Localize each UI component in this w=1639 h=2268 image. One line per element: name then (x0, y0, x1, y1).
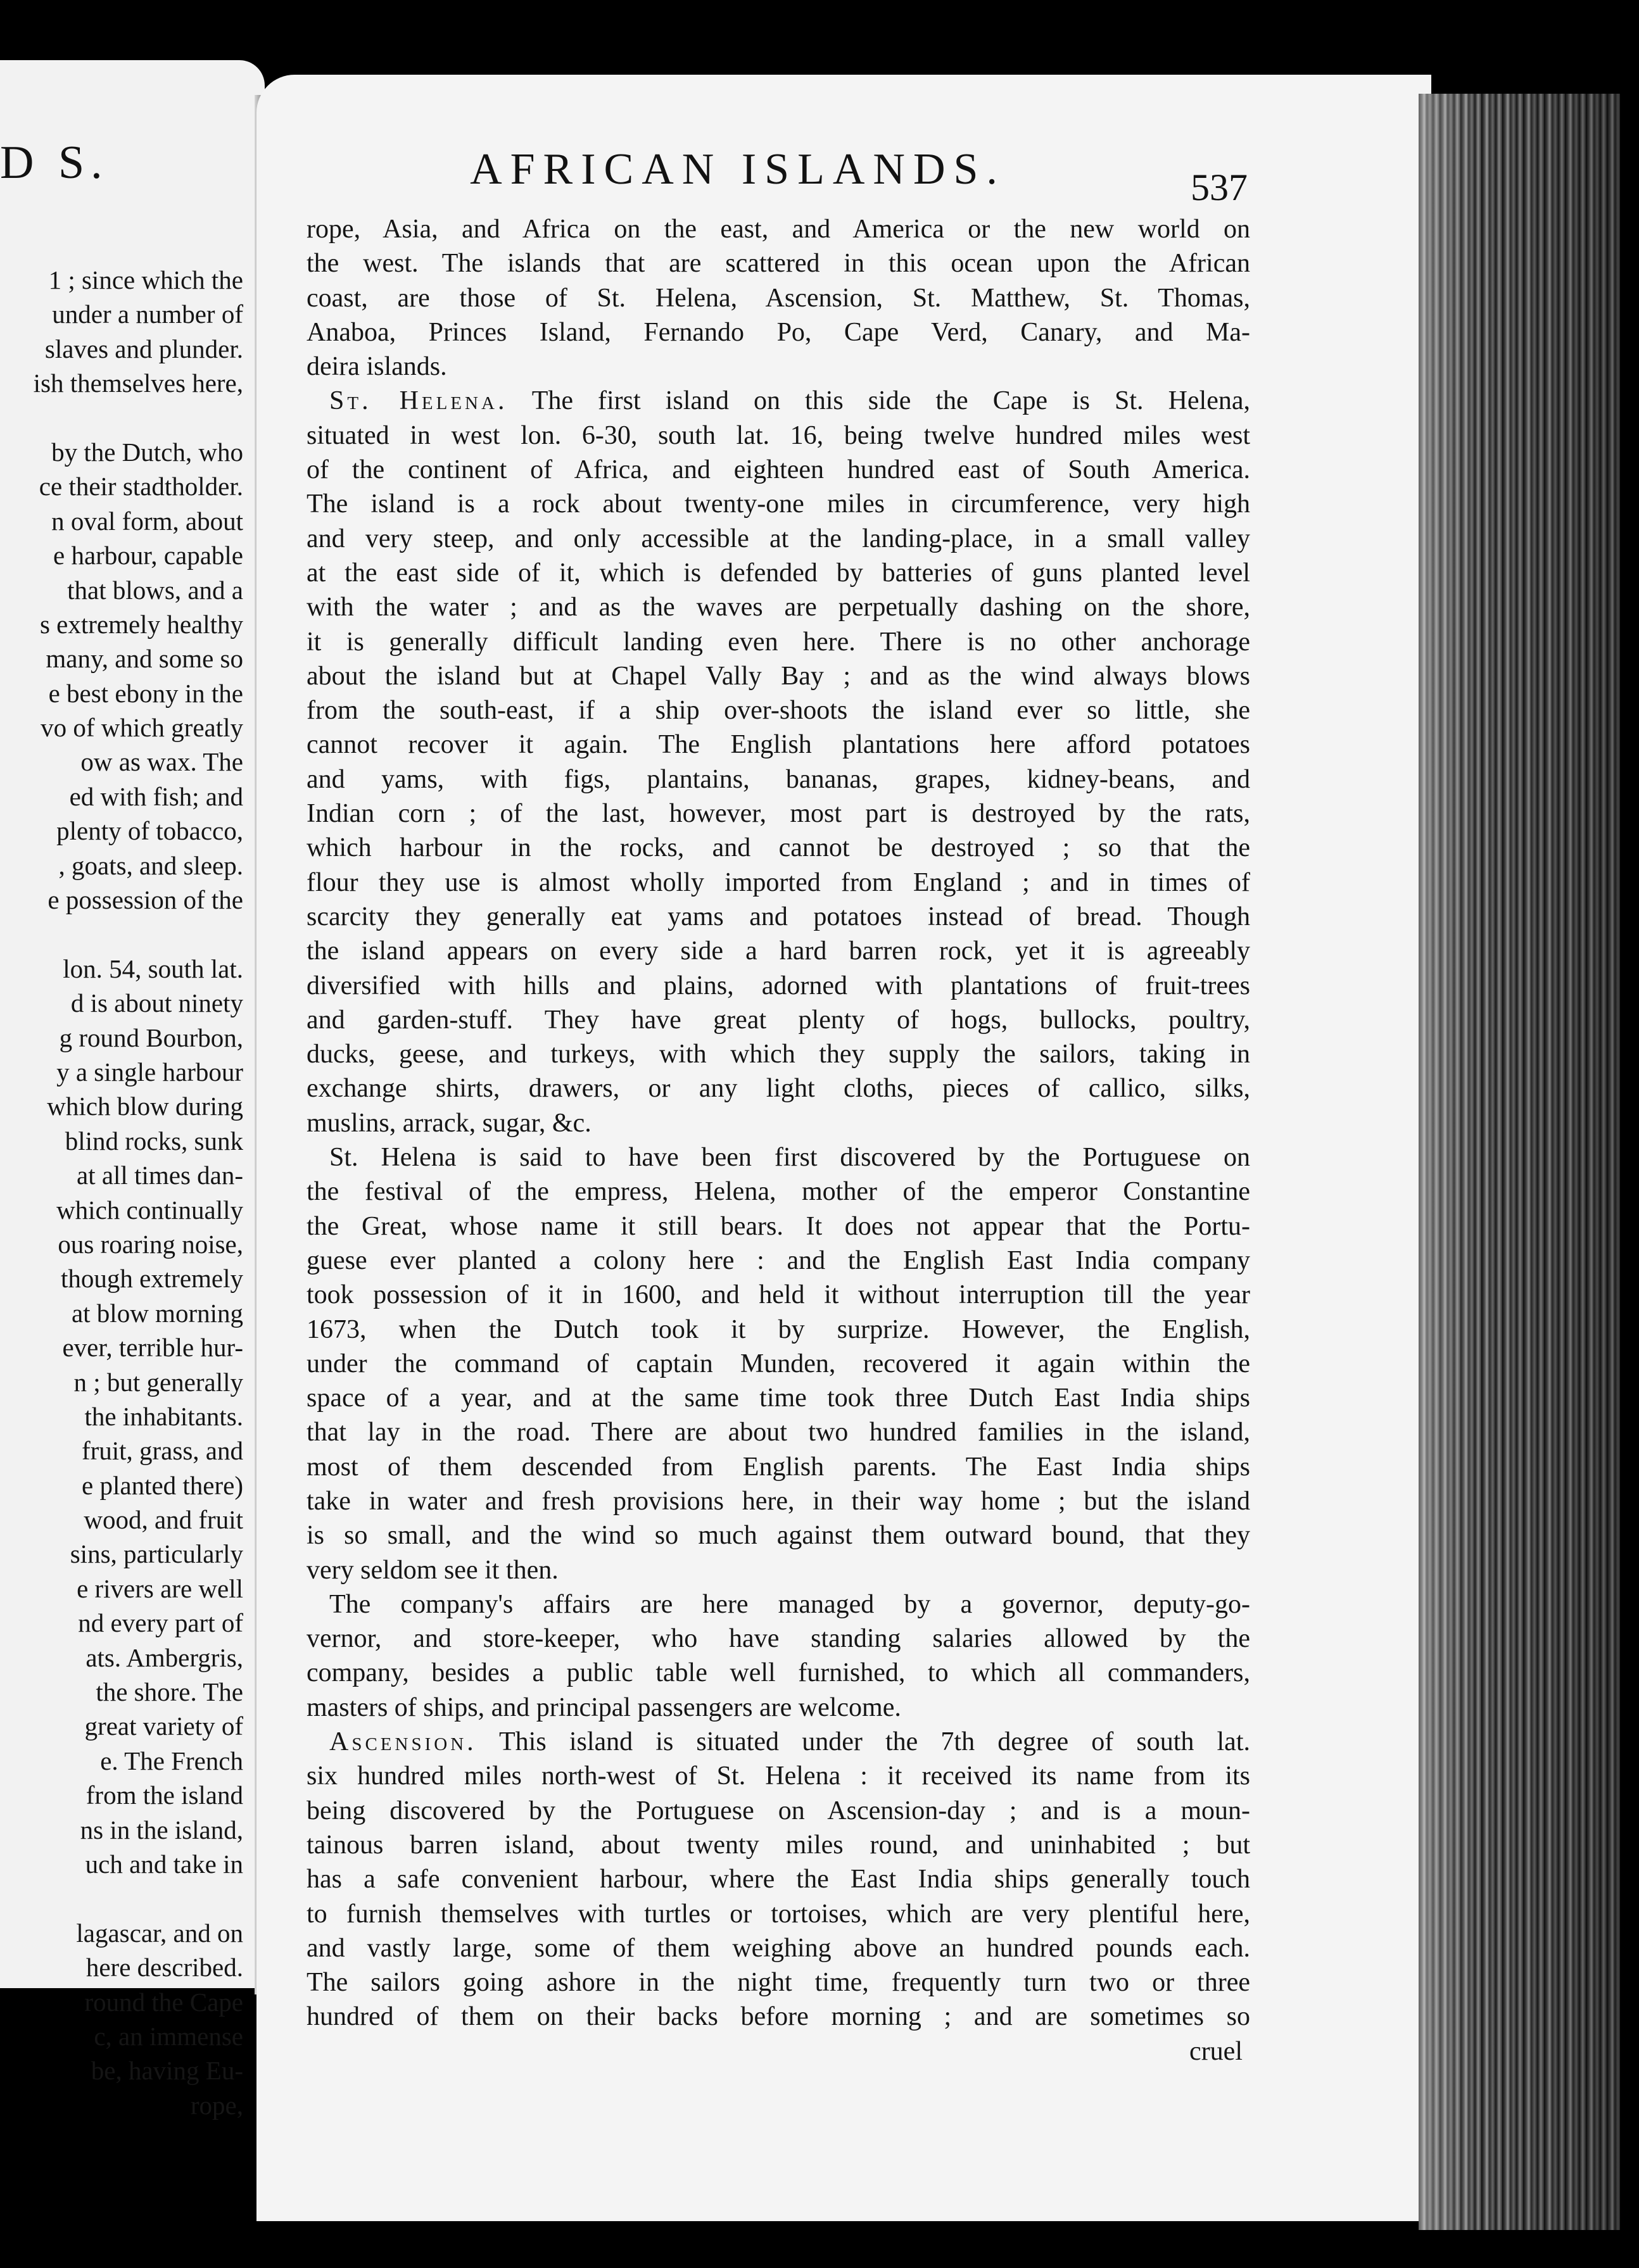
text-line: The sailors going ashore in the night time, frequently turn two or three (307, 1968, 1250, 1998)
text-line: scarcity they generally eat yams and potatoes instead of bread. Though (307, 902, 1250, 931)
left-text-line: fruit, grass, and (81, 1436, 243, 1466)
text-line: space of a year, and at the same time took three Dutch East India ships (307, 1383, 1250, 1413)
text-line: under the command of captain Munden, recovered it again within the (307, 1349, 1250, 1378)
left-text-line: rope, (190, 2090, 243, 2120)
left-text-line: vo of which greatly (41, 713, 243, 743)
text-line: guese ever planted a colony here : and the English East India company (307, 1245, 1250, 1275)
left-text-line: here described. (85, 1953, 243, 1982)
text-line: The company's affairs are here managed by a governor, deputy-go- (329, 1589, 1250, 1619)
left-text-line: plenty of tobacco, (56, 816, 243, 846)
text-line: six hundred miles north-west of St. Helena : it received its name from its (307, 1761, 1250, 1791)
left-text-line: e. The French (100, 1746, 243, 1775)
text-line: has a safe convenient harbour, where the East India ships generally touch (307, 1865, 1250, 1894)
text-line: 1673, when the Dutch took it by surprize. However, the English, (307, 1314, 1250, 1344)
text-line: hundred of them on their backs before morning ; and are sometimes so (307, 2002, 1250, 2032)
left-text-line: that blows, and a (67, 575, 243, 605)
text-line: deira islands. (307, 352, 447, 382)
left-text-line: at blow morning (71, 1298, 243, 1328)
text-line: ducks, geese, and turkeys, with which they supply the sailors, taking in (307, 1040, 1250, 1069)
section-heading: Ascension. (329, 1727, 477, 1757)
left-text-line: ns in the island, (80, 1815, 243, 1844)
text-line: The island is a rock about twenty-one miles in circumference, very high (307, 489, 1250, 519)
left-text-line: by the Dutch, who (51, 437, 243, 467)
text-line: which harbour in the rocks, and cannot be destroyed ; so that the (307, 833, 1250, 863)
text-line: and very steep, and only accessible at the landing-place, in a small valley (307, 524, 1250, 553)
text-line (307, 1725, 1250, 1759)
text-line: at the east side of it, which is defended by batteries of guns planted level (307, 558, 1250, 588)
text-line: masters of ships, and principal passengers are welcome. (307, 1692, 901, 1722)
text-line: took possession of it in 1600, and held it without interruption till the year (307, 1280, 1250, 1310)
catchword: cruel (1189, 2036, 1243, 2066)
left-text-line: e planted there) (82, 1470, 243, 1500)
left-page-text (0, 263, 243, 2122)
text-line: the west. The islands that are scattered in this ocean upon the African (307, 249, 1250, 279)
text-line: it is generally difficult landing even here. There is no other anchorage (307, 627, 1250, 657)
text-line: flour they use is almost wholly imported from England ; and in times of (307, 867, 1250, 897)
left-text-line: the inhabitants. (84, 1401, 243, 1431)
text-line: and garden-stuff. They have great plenty of hogs, bullocks, poultry, (307, 1005, 1250, 1035)
left-text-line: uch and take in (85, 1849, 243, 1879)
left-text-line: from the island (85, 1780, 243, 1810)
body-text (307, 212, 1250, 2069)
left-page-running-head: D S. (0, 137, 109, 189)
left-text-line: d is about ninety (70, 988, 243, 1018)
text-line: tainous barren island, about twenty miles round, and uninhabited ; but (307, 1830, 1250, 1860)
left-text-line: ce their stadtholder. (39, 472, 243, 501)
left-text-line: the shore. The (96, 1677, 243, 1707)
text-line: of the continent of Africa, and eighteen hundred east of South America. (307, 455, 1250, 485)
left-text-line: lagascar, and on (76, 1918, 243, 1948)
left-text-line: round the Cape (84, 1987, 243, 2017)
left-text-line: ish themselves here, (33, 369, 243, 398)
left-text-line (0, 917, 243, 951)
text-line (307, 384, 1250, 418)
text-line: the festival of the empress, Helena, mother of the emperor Constantine (307, 1177, 1250, 1207)
left-text-line: ats. Ambergris, (85, 1642, 243, 1672)
left-text-line: ow as wax. The (80, 747, 243, 777)
text-line: being discovered by the Portuguese on Ascension-day ; and is a moun- (307, 1796, 1250, 1825)
text-line: take in water and fresh provisions here, in their way home ; but the island (307, 1486, 1250, 1516)
left-text-line: s extremely healthy (39, 609, 243, 639)
left-text-line: n oval form, about (51, 506, 243, 536)
text-line: diversified with hills and plains, adorned with plantations of fruit-trees (307, 971, 1250, 1000)
text-line: the Great, whose name it still bears. It does not appear that the Portu- (307, 1211, 1250, 1241)
text-line: vernor, and store-keeper, who have standing salaries allowed by the (307, 1624, 1250, 1654)
left-text-line: g round Bourbon, (59, 1023, 243, 1052)
text-line: Indian corn ; of the last, however, most part is destroyed by the rats, (307, 799, 1250, 829)
text-line: to furnish themselves with turtles or tortoises, which are very plentiful here, (307, 1899, 1250, 1929)
text-line: the island appears on every side a hard barren rock, yet it is agreeably (307, 936, 1250, 966)
left-text-line: great variety of (84, 1711, 243, 1741)
text-line: most of them descended from English parents. The East India ships (307, 1452, 1250, 1482)
text-line: situated in west lon. 6-30, south lat. 16, being twelve hundred miles west (307, 420, 1250, 450)
text-line: that lay in the road. There are about two hundred families in the island, (307, 1418, 1250, 1447)
left-text-line: y a single harbour (56, 1057, 243, 1087)
fore-edge-shading (1419, 94, 1620, 2230)
left-text-line: n ; but generally (73, 1367, 243, 1397)
left-text-line: lon. 54, south lat. (63, 954, 243, 983)
left-text-line: 1 ; since which the (48, 265, 243, 294)
text-line: very seldom see it then. (307, 1555, 559, 1585)
text-run: The first island on this side the Cape is St. Helena, (507, 386, 1250, 416)
text-line: about the island but at Chapel Vally Bay ; and as the wind always blows (307, 661, 1250, 691)
text-line: with the water ; and as the waves are perpetually dashing on the shore, (307, 593, 1250, 622)
left-text-line: ever, terrible hur- (62, 1333, 243, 1363)
left-text-line (0, 1881, 243, 1915)
text-line: from the south-east, if a ship over-shoots the island ever so little, she (307, 696, 1250, 726)
text-line: Anaboa, Princes Island, Fernando Po, Cape Verd, Canary, and Ma- (307, 317, 1250, 347)
left-text-line: at all times dan- (77, 1161, 243, 1190)
text-line: cannot recover it again. The English plantations here afford potatoes (307, 730, 1250, 760)
text-line: company, besides a public table well furnished, to which all commanders, (307, 1658, 1250, 1688)
text-run: This island is situated under the 7th degree of south lat. (476, 1727, 1250, 1757)
left-text-line: c, an immense (94, 2021, 243, 2051)
text-line: muslins, arrack, sugar, &c. (307, 1108, 592, 1138)
text-line: St. Helena is said to have been first discovered by the Portuguese on (329, 1143, 1250, 1173)
text-line: exchange shirts, drawers, or any light cloths, pieces of callico, silks, (307, 1074, 1250, 1104)
left-text-line: ous roaring noise, (58, 1229, 243, 1259)
left-text-line: many, and some so (46, 644, 243, 674)
left-text-line: e possession of the (47, 885, 243, 915)
text-line: coast, are those of St. Helena, Ascension, St. Matthew, St. Thomas, (307, 283, 1250, 313)
left-text-line: e harbour, capable (53, 541, 243, 570)
left-text-line: under a number of (52, 299, 243, 329)
left-text-line: blind rocks, sunk (65, 1126, 243, 1156)
left-text-line: be, having Eu- (91, 2056, 243, 2086)
left-facing-page (0, 60, 265, 2120)
left-text-line: , goats, and sleep. (58, 850, 243, 880)
left-text-line: which blow during (47, 1092, 243, 1121)
left-text-line: wood, and fruit (84, 1505, 243, 1535)
left-text-line (0, 401, 243, 435)
text-line: is so small, and the wind so much against them outward bound, that they (307, 1521, 1250, 1551)
running-head: AFRICAN ISLANDS. (470, 145, 1006, 194)
left-text-line: e rivers are well (77, 1573, 243, 1603)
text-line: rope, Asia, and Africa on the east, and America or the new world on (307, 215, 1250, 244)
left-text-line: e best ebony in the (48, 678, 243, 708)
left-text-line: nd every part of (78, 1608, 243, 1638)
left-text-line: sins, particularly (70, 1539, 243, 1569)
text-line: and yams, with figs, plantains, bananas, grapes, kidney-beans, and (307, 764, 1250, 794)
text-line: and vastly large, some of them weighing above an hundred pounds each. (307, 1933, 1250, 1963)
left-text-line: ed with fish; and (69, 781, 243, 811)
left-text-line: slaves and plunder. (44, 334, 243, 363)
left-text-line: though extremely (60, 1264, 243, 1294)
left-text-line: which continually (56, 1195, 243, 1225)
page-number: 537 (1191, 167, 1248, 208)
section-heading: St. Helena. (329, 386, 508, 416)
